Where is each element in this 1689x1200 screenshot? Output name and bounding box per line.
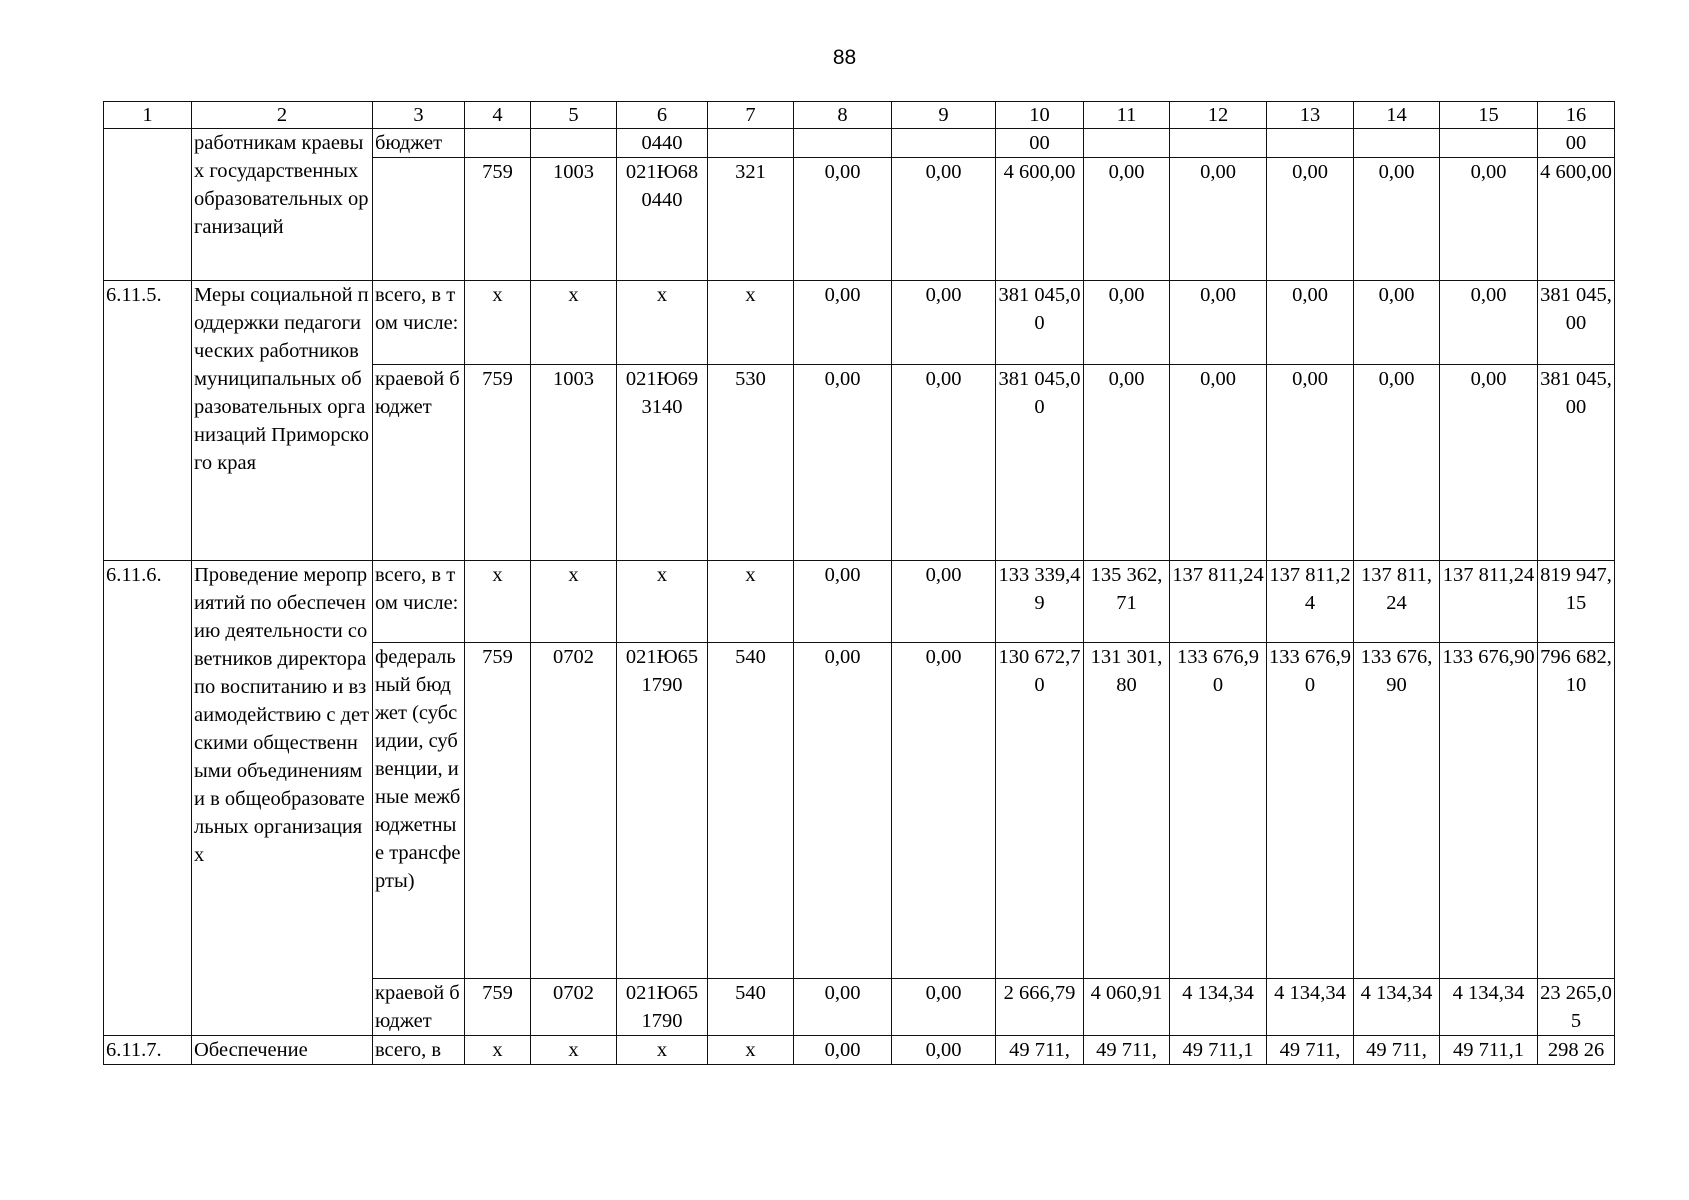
table-cell: 0,00 bbox=[794, 979, 892, 1036]
table-cell: краевой бюджет bbox=[373, 979, 465, 1036]
table-cell: всего, в том числе: bbox=[373, 561, 465, 643]
table-cell: 133 339,49 bbox=[996, 561, 1084, 643]
table-cell: 0,00 bbox=[1170, 158, 1267, 281]
table-cell: 4 600,00 bbox=[1538, 158, 1615, 281]
header-cell: 12 bbox=[1170, 102, 1267, 129]
table-cell bbox=[892, 129, 996, 158]
table-cell: 0,00 bbox=[892, 561, 996, 643]
table-cell: 0,00 bbox=[892, 158, 996, 281]
table-cell: Меры социальной поддержки педагогических работников муниципальных образовательных организаций Приморского края bbox=[192, 281, 373, 561]
table-cell: 0,00 bbox=[1170, 365, 1267, 561]
table-cell: 4 134,34 bbox=[1267, 979, 1354, 1036]
table-cell: 4 134,34 bbox=[1354, 979, 1440, 1036]
table-cell: 49 711, bbox=[1084, 1036, 1170, 1065]
table-cell: x bbox=[531, 281, 617, 365]
table-cell: 0,00 bbox=[1084, 281, 1170, 365]
table-cell: 0,00 bbox=[892, 643, 996, 979]
table-cell: 133 676,90 bbox=[1267, 643, 1354, 979]
table-cell: 00 bbox=[1538, 129, 1615, 158]
table-cell: 137 811,24 bbox=[1170, 561, 1267, 643]
table-cell: 23 265,05 bbox=[1538, 979, 1615, 1036]
table-cell: x bbox=[465, 561, 531, 643]
table-cell: 49 711,1 bbox=[1170, 1036, 1267, 1065]
table-cell: 796 682,10 bbox=[1538, 643, 1615, 979]
table-cell: 137 811,24 bbox=[1440, 561, 1538, 643]
table-cell: 1003 bbox=[531, 365, 617, 561]
table-cell: x bbox=[465, 281, 531, 365]
table-cell: x bbox=[531, 561, 617, 643]
table-cell: 0,00 bbox=[794, 1036, 892, 1065]
header-cell: 7 bbox=[708, 102, 794, 129]
header-row bbox=[104, 102, 1615, 129]
table-cell: 133 676,90 bbox=[1170, 643, 1267, 979]
table-row bbox=[104, 1036, 1615, 1065]
header-cell: 11 bbox=[1084, 102, 1170, 129]
header-cell: 10 bbox=[996, 102, 1084, 129]
table-cell: 0,00 bbox=[1354, 365, 1440, 561]
table-cell bbox=[708, 129, 794, 158]
table-cell: 0,00 bbox=[892, 1036, 996, 1065]
table-cell: 381 045,00 bbox=[1538, 365, 1615, 561]
table-cell: 381 045,00 bbox=[996, 281, 1084, 365]
table-row bbox=[104, 561, 1615, 643]
table-row bbox=[104, 129, 1615, 158]
table-cell: 0440 bbox=[617, 129, 708, 158]
table-cell: 0,00 bbox=[1440, 365, 1538, 561]
table-cell: 49 711, bbox=[1354, 1036, 1440, 1065]
header-cell: 15 bbox=[1440, 102, 1538, 129]
table-cell: x bbox=[531, 1036, 617, 1065]
table-cell: 4 060,91 bbox=[1084, 979, 1170, 1036]
table-cell: 0,00 bbox=[892, 365, 996, 561]
table-cell: 4 134,34 bbox=[1170, 979, 1267, 1036]
table-cell: 0,00 bbox=[794, 643, 892, 979]
table-cell bbox=[104, 129, 192, 281]
header-cell: 5 bbox=[531, 102, 617, 129]
table-cell bbox=[1354, 129, 1440, 158]
table-cell: 49 711,1 bbox=[1440, 1036, 1538, 1065]
table-cell: 540 bbox=[708, 643, 794, 979]
table-cell: бюджет bbox=[373, 129, 465, 158]
table-cell: 2 666,79 bbox=[996, 979, 1084, 1036]
row-number: 6.11.5. bbox=[104, 281, 192, 561]
table-cell bbox=[531, 129, 617, 158]
table-cell: 819 947,15 bbox=[1538, 561, 1615, 643]
table-cell: x bbox=[708, 561, 794, 643]
table-cell: 0,00 bbox=[794, 158, 892, 281]
table-cell: 137 811,24 bbox=[1267, 561, 1354, 643]
table-cell bbox=[1267, 129, 1354, 158]
table-cell: 0,00 bbox=[1440, 281, 1538, 365]
table-cell: 759 bbox=[465, 643, 531, 979]
table-cell: 530 bbox=[708, 365, 794, 561]
table-cell: 133 676,90 bbox=[1354, 643, 1440, 979]
table-cell: x bbox=[708, 281, 794, 365]
table-cell: 321 bbox=[708, 158, 794, 281]
table-cell: 381 045,00 bbox=[996, 365, 1084, 561]
table-cell: 49 711, bbox=[1267, 1036, 1354, 1065]
header-cell: 8 bbox=[794, 102, 892, 129]
table-cell: 0,00 bbox=[1084, 158, 1170, 281]
table-cell bbox=[1084, 129, 1170, 158]
table-cell: Проведение мероприятий по обеспечению деятельности советников директора по воспитанию и взаимодействию с детскими общественными объединениями в общеобразовательных организациях bbox=[192, 561, 373, 1036]
table-cell: 381 045,00 bbox=[1538, 281, 1615, 365]
table-cell: 0,00 bbox=[1267, 158, 1354, 281]
table-cell: x bbox=[617, 281, 708, 365]
table-cell: 0,00 bbox=[1267, 281, 1354, 365]
table-cell: работникам краевых государственных образовательных организаций bbox=[192, 129, 373, 281]
budget-table bbox=[103, 101, 1615, 1065]
table-row bbox=[104, 281, 1615, 365]
table-cell: x bbox=[708, 1036, 794, 1065]
table-cell: 021Ю69 3140 bbox=[617, 365, 708, 561]
header-cell: 2 bbox=[192, 102, 373, 129]
table-cell: 0,00 bbox=[1354, 158, 1440, 281]
table-cell bbox=[465, 129, 531, 158]
header-cell: 16 bbox=[1538, 102, 1615, 129]
table-cell: 021Ю65 1790 bbox=[617, 979, 708, 1036]
row-number: 6.11.6. bbox=[104, 561, 192, 1036]
table-cell: 0,00 bbox=[892, 979, 996, 1036]
table-cell: 0,00 bbox=[1267, 365, 1354, 561]
table-cell: 0,00 bbox=[1354, 281, 1440, 365]
page-number: 88 bbox=[832, 46, 857, 69]
table-cell: 0,00 bbox=[1084, 365, 1170, 561]
table-cell: 137 811,24 bbox=[1354, 561, 1440, 643]
table-cell: 00 bbox=[996, 129, 1084, 158]
table-cell: 0702 bbox=[531, 979, 617, 1036]
table-cell: 298 26 bbox=[1538, 1036, 1615, 1065]
table-cell: краевой бюджет bbox=[373, 365, 465, 561]
table-cell: 0,00 bbox=[1440, 158, 1538, 281]
table-cell: 131 301,80 bbox=[1084, 643, 1170, 979]
table-cell: 130 672,70 bbox=[996, 643, 1084, 979]
table-cell: всего, в bbox=[373, 1036, 465, 1065]
table-cell: 540 bbox=[708, 979, 794, 1036]
table-cell: 0,00 bbox=[1170, 281, 1267, 365]
header-cell: 1 bbox=[104, 102, 192, 129]
table-cell: 49 711, bbox=[996, 1036, 1084, 1065]
table-cell: 1003 bbox=[531, 158, 617, 281]
table-cell: 133 676,90 bbox=[1440, 643, 1538, 979]
header-cell: 4 bbox=[465, 102, 531, 129]
table-cell: всего, в том числе: bbox=[373, 281, 465, 365]
table-cell: 4 134,34 bbox=[1440, 979, 1538, 1036]
table-cell: 4 600,00 bbox=[996, 158, 1084, 281]
table-cell: федеральный бюджет (субсидии, субвенции, иные межбюджетные трансферты) bbox=[373, 643, 465, 979]
table-cell: 021Ю65 1790 bbox=[617, 643, 708, 979]
table-cell: 759 bbox=[465, 365, 531, 561]
table-cell: 021Ю68 0440 bbox=[617, 158, 708, 281]
table-cell: 759 bbox=[465, 979, 531, 1036]
table-cell: 0702 bbox=[531, 643, 617, 979]
table-cell bbox=[1170, 129, 1267, 158]
row-number: 6.11.7. bbox=[104, 1036, 192, 1065]
header-cell: 6 bbox=[617, 102, 708, 129]
table-cell: x bbox=[617, 1036, 708, 1065]
table-cell: x bbox=[465, 1036, 531, 1065]
header-cell: 14 bbox=[1354, 102, 1440, 129]
header-cell: 9 bbox=[892, 102, 996, 129]
table-cell bbox=[373, 158, 465, 281]
table-cell bbox=[794, 129, 892, 158]
table-cell: Обеспечение bbox=[192, 1036, 373, 1065]
table-cell: 0,00 bbox=[794, 561, 892, 643]
table-cell: 759 bbox=[465, 158, 531, 281]
header-cell: 13 bbox=[1267, 102, 1354, 129]
table-cell: 0,00 bbox=[892, 281, 996, 365]
table-cell: 0,00 bbox=[794, 281, 892, 365]
table-cell bbox=[1440, 129, 1538, 158]
table-cell: 135 362,71 bbox=[1084, 561, 1170, 643]
header-cell: 3 bbox=[373, 102, 465, 129]
table-cell: x bbox=[617, 561, 708, 643]
table-cell: 0,00 bbox=[794, 365, 892, 561]
